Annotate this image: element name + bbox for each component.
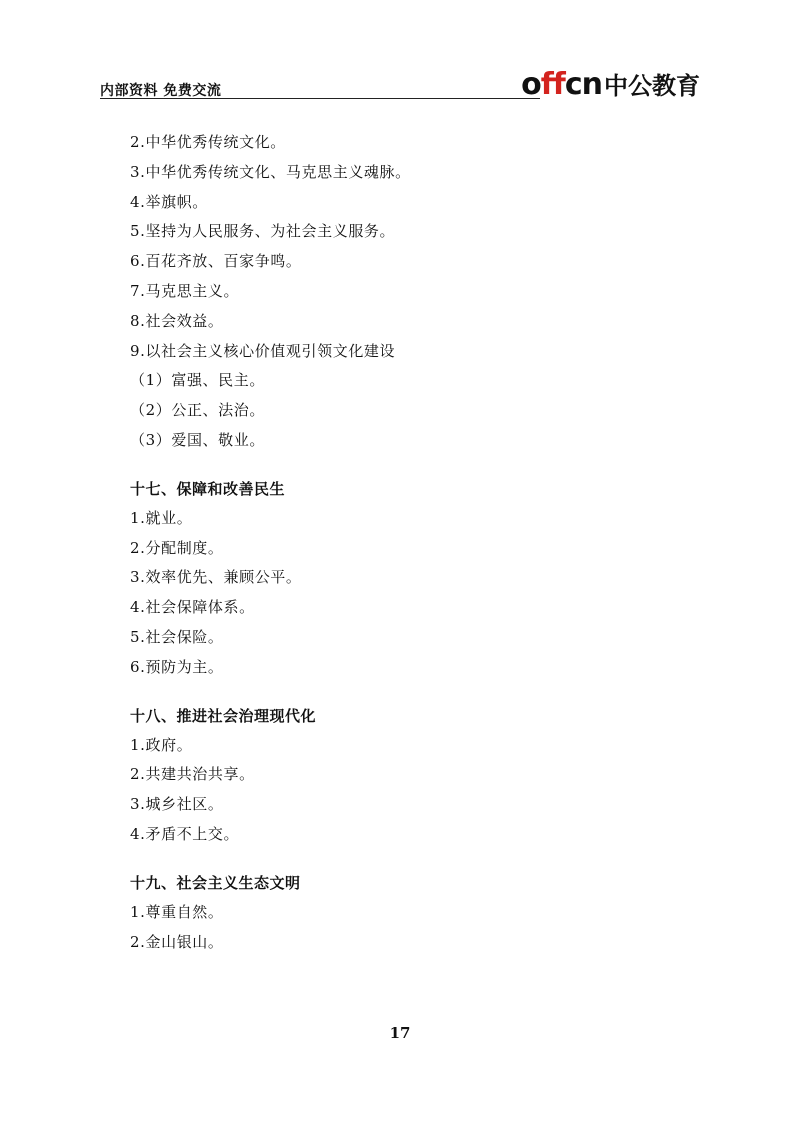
- list-item: 8.社会效益。: [130, 311, 224, 330]
- list-item: 3.中华优秀传统文化、马克思主义魂脉。: [130, 162, 411, 181]
- list-item: 2.共建共治共享。: [130, 765, 255, 784]
- section-governance: [130, 701, 690, 850]
- section-ecology: [130, 868, 690, 958]
- list-item: 2.中华优秀传统文化。: [130, 133, 286, 151]
- list-item: 1.就业。: [130, 508, 193, 527]
- list-item: 4.矛盾不上交。: [130, 824, 240, 843]
- document-body: [130, 128, 690, 957]
- list-item: 6.预防为主。: [130, 657, 224, 676]
- list-item: 4.社会保障体系。: [130, 598, 255, 617]
- list-item: 2.金山银山。: [130, 932, 224, 951]
- section-livelihood: [130, 474, 690, 683]
- list-item: （3）爱国、敬业。: [130, 430, 265, 449]
- header-rule: [100, 98, 540, 99]
- list-item: 6.百花齐放、百家争鸣。: [130, 252, 302, 271]
- logo-wordmark: offcn: [521, 67, 602, 102]
- list-item: 1.政府。: [130, 735, 193, 754]
- section-heading: 十九、社会主义生态文明: [130, 873, 301, 892]
- list-item: 9.以社会主义核心价值观引领文化建设: [130, 341, 396, 360]
- list-item: （2）公正、法治。: [130, 401, 265, 420]
- list-item: 5.坚持为人民服务、为社会主义服务。: [130, 222, 396, 241]
- section-cultural: [130, 128, 690, 456]
- list-item: 5.社会保险。: [130, 627, 224, 646]
- list-item: （1）富强、民主。: [130, 371, 265, 390]
- page-header: [100, 60, 700, 100]
- section-heading: 十八、推进社会治理现代化: [130, 706, 317, 725]
- page-number: 17: [389, 1024, 411, 1042]
- logo-chinese-name: 中公教育: [604, 72, 700, 100]
- list-item: 7.马克思主义。: [130, 281, 240, 300]
- list-item: 2.分配制度。: [130, 538, 224, 557]
- list-item: 3.城乡社区。: [130, 795, 224, 814]
- header-label: 内部资料 免费交流: [100, 83, 222, 99]
- section-heading: 十七、保障和改善民生: [130, 479, 286, 498]
- list-item: 3.效率优先、兼顾公平。: [130, 568, 302, 587]
- list-item: 4.举旗帜。: [130, 192, 208, 211]
- list-item: 1.尊重自然。: [130, 902, 224, 921]
- offcn-logo: [521, 66, 700, 100]
